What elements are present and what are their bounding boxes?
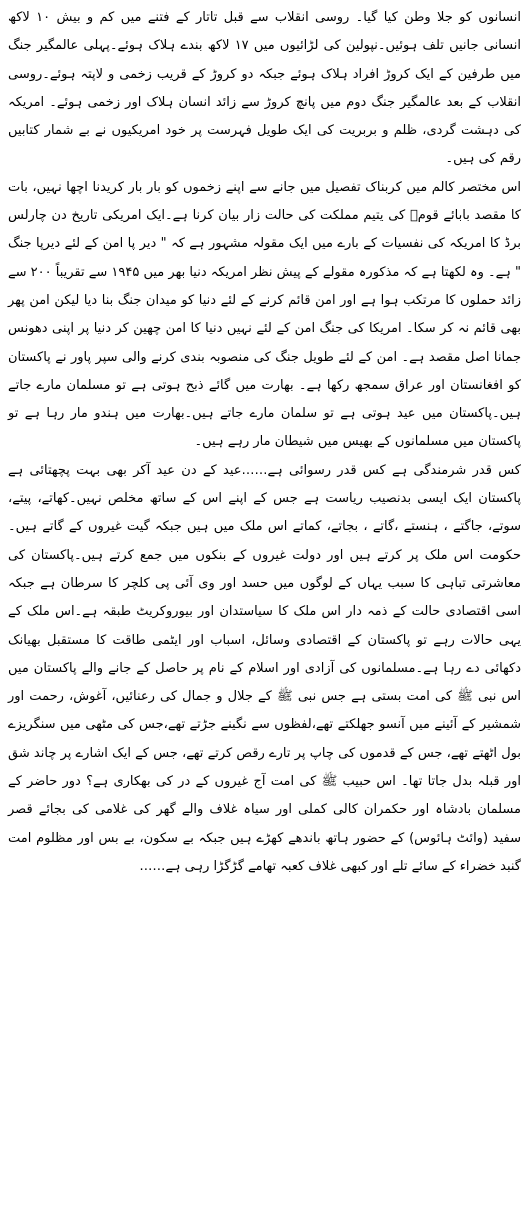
article-paragraph-2: اس مختصر کالم میں کربناک تفصیل میں جانے سے اپنے زخموں کو بار بار کریدنا اچھا نہیں، بات کا مقصد بابائے قومؒ کی یتیم مملکت کی حالت زار بیان کرنا ہے۔ایک امریکی تاریخ دن چارلس برڈ کا امریکہ کی نفسیات کے بارے میں ایک مقولہ مشہور ہے کہ " دیر پا امن کے لئے دیرپا جنگ " ہے۔ وہ لکھتا ہے کہ مذکورہ مقولے کے پیش نظر امریکہ دنیا بھر میں ۱۹۴۵ سے تقریباً ۲۰۰ سے زائد حملوں کا مرتکب ہوا ہے اور امن قائم کرنے کے لئے دنیا کو میدان جنگ بنا دیا لیکن امن پھر بھی قائم نہ کر سکا۔ امریکا کی جنگ امن کے لئے نہیں دنیا کا امن چھین کر دنیا پر اپنی دھونس جمانا اصل مقصد ہے۔ امن کے لئے طویل جنگ کی منصوبہ بندی کرنے والی سپر پاور نے پاکستان کو افغانستان اور عراق سمجھ رکھا ہے۔ بھارت میں گائے ذبح ہوتی ہے تو مسلمان مارے جاتے ہیں۔پاکستان میں عید ہوتی ہے تو سلمان مارے جاتے ہیں۔بھارت میں ہندو مار رہا ہے تو پاکستان میں مسلمانوں کے بھیس میں شیطان مار رہے ہیں۔ (8, 179, 521, 450)
article-paragraph-1: انسانوں کو جلا وطن کیا گیا۔ روسی انقلاب سے قبل تاتار کے فتنے میں کم و بیش ۱۰ لاکھ انسانی جانیں تلف ہوئیں۔نپولین کی لڑائیوں میں ۱۷ لاکھ بندے ہلاک ہوئے۔پہلی عالمگیر جنگ میں طرفین کے ایک کروڑ افراد ہلاک ہوئے جبکہ دو کروڑ کے قریب زخمی و لاپتہ ہوئے۔روسی انقلاب کے بعد عالمگیر جنگ دوم میں پانچ کروڑ سے زائد انسان ہلاک اور زخمی ہوئے۔ امریکہ کی دہشت گردی، ظلم و بربریت کی ایک طویل فہرست پر خود امریکیوں نے بے شمار کتابیں رقم کی ہیں۔ (8, 10, 521, 167)
article-paragraph-3: کس قدر شرمندگی ہے کس قدر رسوائی ہے……عید کے دن عید آکر بھی بہت پچھتائی ہے پاکستان ایک ایسی بدنصیب ریاست ہے جس کے اپنے اس کے ساتھ مخلص نہیں۔کھاتے، پیتے، سوتے، جاگتے ، ہنستے ،گاتے ، بجاتے، کماتے اس ملک میں ہیں جبکہ گیت غیروں کے گاتے ہیں۔حکومت اس ملک پر کرتے ہیں اور دولت غیروں کے بنکوں میں جمع کرتے ہیں۔پاکستان کی معاشرتی تباہی کا سبب یہاں کے لوگوں میں حسد اور وی آئی پی کلچر کا سرطان ہے جبکہ اسی اقتصادی حالت کے ذمہ دار اس ملک کا سیاستدان اور بیوروکریٹ طبقہ ہے۔اس ملک کے یہی حالات رہے تو پاکستان کے اقتصادی وسائل، اسباب اور ایٹمی طاقت کا مستقبل بھیانک دکھائی دے رہا ہے۔مسلمانوں کی آزادی اور اسلام کے نام پر حاصل کے جانے والے پاکستان میں اس نبی ﷺ کی امت بستی ہے جس نبی ﷺ کے جلال و جمال کی رعنائیں، آغوش، رحمت اور شمشیر کے آئینے میں آنسو جھلکتے تھے،لفظوں سے نگینے جڑتے تھے،جس کی مٹھی میں سنگریزے بول اٹھتے تھے، جس کے قدموں کی چاپ پر تارے رقص کرتے تھے، جس کے ایک اشارے پر چاند شق اور قبلہ بدل جاتا تھا۔ اس حبیب ﷺ کی امت آج غیروں کے در کی بھکاری ہے؟ دور حاضر کے مسلمان بادشاہ اور حکمران کالی کملی اور سیاہ غلاف والے گھر کی غلامی کی بجائے قصر سفید (وائٹ ہائوس) کے حضور ہاتھ باندھے کھڑے ہیں جبکہ بے سکون، بے بس اور مظلوم امت گنبد خضراء کے سائے تلے اور کبھی غلاف کعبہ تھامے گڑگڑا رہی ہے…… (8, 462, 521, 874)
